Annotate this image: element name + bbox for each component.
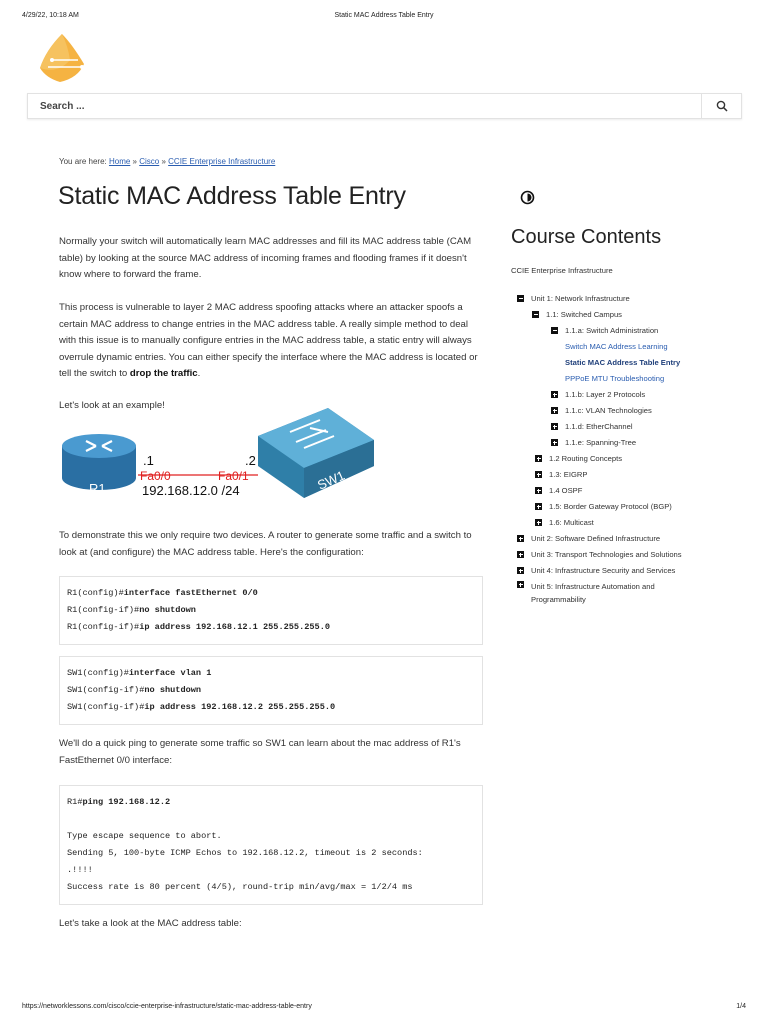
- subnet-label: 192.168.12.0 /24: [142, 483, 240, 498]
- expand-icon[interactable]: [535, 471, 542, 478]
- tree-item-label[interactable]: Unit 3: Transport Technologies and Solutions: [531, 550, 682, 559]
- expand-icon[interactable]: [517, 567, 524, 574]
- tree-item-label[interactable]: Static MAC Address Table Entry: [565, 358, 681, 367]
- code-line: [67, 585, 475, 602]
- spoofing-end: .: [197, 368, 201, 379]
- breadcrumb-home[interactable]: Home: [108, 157, 131, 166]
- example-paragraph: Let's look at an example!: [59, 400, 165, 411]
- code-prompt: R1(config-if)#: [67, 605, 140, 615]
- tree-item-label[interactable]: 1.3: EIGRP: [549, 470, 588, 479]
- search-input[interactable]: Search ...: [40, 101, 85, 112]
- tree-item[interactable]: [532, 310, 622, 319]
- code-line: [67, 665, 475, 682]
- search-button[interactable]: [701, 94, 741, 118]
- code-prompt: SW1(config)#: [67, 668, 129, 678]
- code-line: [67, 682, 475, 699]
- code-output-line: .!!!!: [67, 865, 93, 875]
- tree-item[interactable]: [551, 406, 652, 415]
- code-prompt: SW1(config-if)#: [67, 685, 145, 695]
- left-interface-label: Fa0/0: [140, 469, 171, 483]
- tree-item[interactable]: [535, 470, 587, 479]
- tree-item[interactable]: [535, 518, 594, 527]
- r1-label: R1: [89, 481, 106, 496]
- print-url: https://networklessons.com/cisco/ccie-enterprise-infrastructure/static-mac-address-table-entry: [22, 1003, 312, 1010]
- intro-paragraph: Normally your switch will automatically learn MAC addresses and fill its MAC address table (CAM table) by looking at the source MAC address of incoming frames and flooding frames if it doesn't know where to forward the frame.: [59, 236, 472, 280]
- code-command: ping 192.168.12.2: [82, 797, 171, 807]
- tree-item-label[interactable]: 1.1.c: VLAN Technologies: [565, 406, 652, 415]
- tree-item[interactable]: [517, 534, 660, 543]
- tree-item[interactable]: [551, 390, 645, 399]
- tree-item-label[interactable]: 1.1: Switched Campus: [546, 310, 622, 319]
- course-contents-heading: Course Contents: [511, 226, 662, 248]
- code-block-sw1: [59, 656, 483, 725]
- code-command: no shutdown: [144, 685, 202, 695]
- contrast-toggle[interactable]: [520, 190, 535, 205]
- course-sidebar: [511, 226, 751, 604]
- tree-item-label[interactable]: 1.1.d: EtherChannel: [565, 422, 633, 431]
- expand-icon[interactable]: [517, 535, 524, 542]
- switch-sw1: [258, 408, 374, 498]
- collapse-icon[interactable]: [517, 295, 524, 302]
- logo-icon: [38, 30, 90, 84]
- ping-paragraph: We'll do a quick ping to generate some traffic so SW1 can learn about the mac address of R1's FastEthernet 0/0 interface:: [59, 738, 461, 766]
- page-title: Static MAC Address Table Entry: [58, 182, 406, 210]
- tree-item[interactable]: [517, 294, 630, 303]
- tree-item-label[interactable]: Unit 1: Network Infrastructure: [531, 294, 630, 303]
- code-line: [67, 619, 475, 636]
- topology-diagram: [58, 402, 378, 502]
- tree-item-label[interactable]: 1.5: Border Gateway Protocol (BGP): [549, 502, 672, 511]
- tree-item[interactable]: [551, 438, 636, 447]
- expand-icon[interactable]: [517, 551, 524, 558]
- code-command: interface fastEthernet 0/0: [123, 588, 258, 598]
- code-prompt: R1(config-if)#: [67, 622, 140, 632]
- code-line: [67, 602, 475, 619]
- breadcrumb-sep: »: [159, 157, 169, 166]
- sw1-label: SW1: [315, 467, 347, 493]
- tree-item[interactable]: [551, 326, 658, 335]
- mac-table-paragraph: Let's take a look at the MAC address table:: [59, 918, 242, 929]
- spoofing-paragraph: [59, 300, 484, 383]
- expand-icon[interactable]: [551, 391, 558, 398]
- expand-icon[interactable]: [535, 503, 542, 510]
- code-output-line: Type escape sequence to abort.: [67, 831, 222, 841]
- expand-icon[interactable]: [517, 581, 524, 588]
- tree-item[interactable]: [535, 502, 672, 511]
- tree-item[interactable]: [565, 342, 668, 351]
- search-icon: [716, 100, 728, 112]
- breadcrumb-prefix: You are here:: [59, 157, 109, 166]
- search-bar[interactable]: [27, 93, 742, 119]
- code-prompt: R1(config)#: [67, 588, 124, 598]
- tree-item-label[interactable]: 1.2 Routing Concepts: [549, 454, 623, 463]
- tree-item[interactable]: [517, 566, 675, 575]
- tree-item-label[interactable]: 1.4 OSPF: [549, 486, 583, 495]
- breadcrumb-sep: »: [130, 157, 140, 166]
- expand-icon[interactable]: [535, 519, 542, 526]
- tree-item-label[interactable]: 1.6: Multicast: [549, 518, 594, 527]
- contrast-icon: [520, 190, 535, 205]
- expand-icon[interactable]: [551, 407, 558, 414]
- code-output-line: [67, 811, 475, 828]
- demo-paragraph: To demonstrate this we only require two devices. A router to generate some traffic and a switch to look at (and configure) the MAC address table. Here's the configuration:: [59, 530, 472, 558]
- code-block-ping: [59, 785, 483, 905]
- tree-item[interactable]: [535, 486, 582, 495]
- tree-item[interactable]: [565, 358, 680, 367]
- tree-item-label[interactable]: 1.1.a: Switch Administration: [565, 326, 659, 335]
- expand-icon[interactable]: [535, 455, 542, 462]
- code-prompt: R1#: [67, 797, 83, 807]
- collapse-icon[interactable]: [551, 327, 558, 334]
- tree-item-label[interactable]: Unit 2: Software Defined Infrastructure: [531, 534, 661, 543]
- expand-icon[interactable]: [551, 423, 558, 430]
- tree-item-label-line2: Programmability: [531, 595, 586, 604]
- code-line: [67, 794, 475, 811]
- code-command: ip address 192.168.12.1 255.255.255.0: [139, 622, 331, 632]
- tree-item[interactable]: [535, 454, 622, 463]
- tree-item[interactable]: [565, 374, 664, 383]
- code-block-r1: [59, 576, 483, 645]
- print-date: 4/29/22, 10:18 AM: [22, 12, 79, 19]
- code-prompt: SW1(config-if)#: [67, 702, 145, 712]
- spoofing-text: This process is vulnerable to layer 2 MAC address spoofing attacks where an attacker spoofs a certain MAC address to change entries in the MAC address table. A really simple method to deal with this issue is to manually configure entries in the MAC address table, a static entry will always overrule dynamic entries. You can either specify the interface where the MAC address is located or tell the switch to: [59, 302, 478, 379]
- code-line: [67, 699, 475, 716]
- tree-item-label[interactable]: Unit 4: Infrastructure Security and Services: [531, 566, 676, 575]
- breadcrumb-ccie[interactable]: CCIE Enterprise Infrastructure: [168, 157, 276, 166]
- breadcrumb-cisco[interactable]: Cisco: [139, 157, 160, 166]
- tree-item-label[interactable]: 1.1.e: Spanning-Tree: [565, 438, 637, 447]
- drop-traffic-bold: drop the traffic: [129, 368, 198, 379]
- code-command: interface vlan 1: [128, 668, 212, 678]
- code-output-line: Sending 5, 100-byte ICMP Echos to 192.168.12.2, timeout is 2 seconds:: [67, 848, 423, 858]
- tree-item[interactable]: [517, 580, 655, 606]
- breadcrumb: [59, 157, 275, 166]
- code-command: ip address 192.168.12.2 255.255.255.0: [144, 702, 336, 712]
- tree-item-label[interactable]: 1.1.b: Layer 2 Protocols: [565, 390, 646, 399]
- collapse-icon[interactable]: [532, 311, 539, 318]
- tree-item[interactable]: [517, 550, 682, 559]
- router-r1: [62, 434, 136, 496]
- expand-icon[interactable]: [535, 487, 542, 494]
- code-command: no shutdown: [139, 605, 196, 615]
- course-name[interactable]: CCIE Enterprise Infrastructure: [511, 266, 613, 275]
- site-logo[interactable]: [38, 30, 90, 84]
- print-title: Static MAC Address Table Entry: [334, 12, 434, 19]
- right-host-label: .2: [245, 453, 256, 468]
- expand-icon[interactable]: [551, 439, 558, 446]
- tree-item-label-line1: Unit 5: Infrastructure Automation and: [531, 582, 655, 591]
- tree-item-label[interactable]: Switch MAC Address Learning: [565, 342, 668, 351]
- tree-item-label[interactable]: [531, 580, 655, 606]
- print-page-number: 1/4: [736, 1003, 746, 1010]
- left-host-label: .1: [143, 453, 154, 468]
- tree-item-label[interactable]: PPPoE MTU Troubleshooting: [565, 374, 665, 383]
- tree-item[interactable]: [551, 422, 633, 431]
- code-output-line: Success rate is 80 percent (4/5), round-trip min/avg/max = 1/2/4 ms: [67, 882, 413, 892]
- right-interface-label: Fa0/1: [218, 469, 249, 483]
